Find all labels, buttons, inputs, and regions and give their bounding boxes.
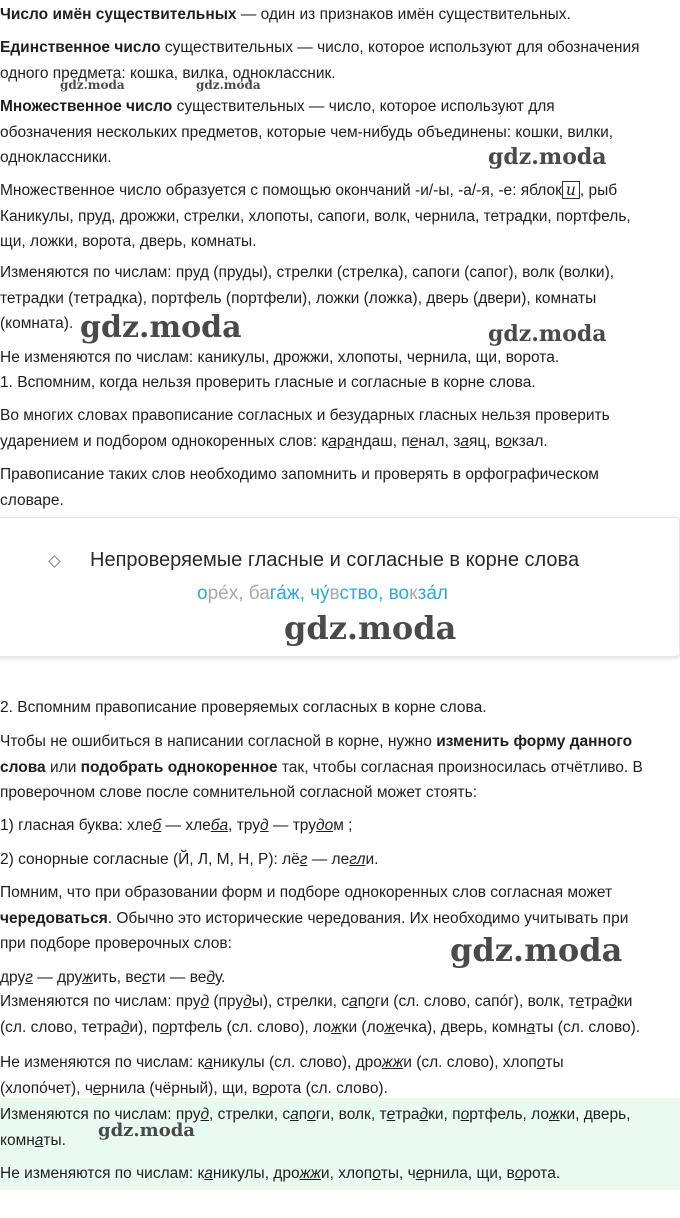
text: у. [214, 969, 226, 986]
highlight-letter: о [197, 583, 208, 604]
text: тетрадки (тетрадка), портфель (портфели), ложки (ложка), дверь (двери), комнаты [0, 289, 597, 307]
text: ты (сл. слово). [535, 1018, 641, 1036]
text: Изменяются по числам: пруд (пруды), стрелки (стрелка), сапоги (сапог), волк (волки), [0, 264, 615, 281]
underlined-letter: д [206, 969, 215, 986]
bold-text: слова [0, 758, 46, 776]
answer-no-change [0, 1161, 676, 1187]
paragraph-answer-no-change [0, 1050, 676, 1101]
underlined-letter: д [200, 993, 210, 1010]
text: ртфель (сл. слово), ло [168, 1018, 331, 1036]
underlined-letter: е [575, 993, 585, 1010]
underlined-letter: ж [82, 969, 93, 986]
text: — дру [32, 969, 83, 986]
text: (сл. слово, тетра [0, 1018, 121, 1036]
text: комн [0, 1131, 35, 1149]
text: к [409, 583, 418, 604]
underlined-letter: е [415, 1165, 425, 1182]
underlined-letter: д [260, 817, 269, 834]
paragraph-point-1: 1. Вспомним, когда нельзя проверить гласные и согласные в корне слова. [0, 374, 536, 391]
text: кзал. [511, 432, 548, 450]
text: — ле [307, 851, 350, 868]
underlined-letter: е [386, 1106, 396, 1123]
underlined-letter: жж [381, 1054, 404, 1071]
text: ки, п [428, 1106, 461, 1123]
underlined-letter: с [142, 969, 150, 986]
underlined-letter: а [290, 1106, 299, 1123]
watermark: gdz.moda [80, 310, 242, 345]
text: ечка), дверь, комн [395, 1018, 527, 1036]
text: р [336, 432, 346, 450]
underlined-letter: о [460, 1106, 470, 1123]
paragraph-answer-change [0, 989, 676, 1040]
underlined-letter: о [366, 993, 375, 1010]
watermark: gdz.moda [196, 78, 261, 92]
text: тра [395, 1106, 420, 1123]
underlined-letter: б [152, 817, 162, 834]
text: м ; [333, 817, 353, 834]
text: рнила (чёрный), щи, в [101, 1079, 261, 1097]
underlined-letter: а [345, 432, 355, 450]
text: обозначения нескольких предметов, которые чем-нибудь объединены: кошки, вилки, [0, 123, 614, 141]
paragraph-memorize [0, 462, 676, 513]
text: при подборе проверочных слов: [0, 935, 232, 952]
rule-card-examples [197, 580, 448, 608]
text: ты. [43, 1131, 66, 1149]
underlined-letter: ж [330, 1018, 342, 1036]
text: нал, з [418, 432, 461, 450]
text: 2) сонорные согласные (Й, Л, М, Н, Р): лё [0, 851, 300, 868]
text: Каникулы, пруд, дрожжи, стрелки, хлопоты, сапоги, волк, чернила, тетрадки, портфель, [0, 207, 631, 225]
text: ты [545, 1054, 564, 1071]
bold-text: изменить форму данного [436, 733, 633, 750]
text: яц, в [468, 432, 504, 450]
text: п [357, 993, 367, 1010]
underlined-letter: ба [210, 817, 229, 834]
text: Не изменяются по числам: к [0, 1054, 205, 1071]
text: (комната). [0, 315, 74, 332]
text: рнила, щи, в [424, 1165, 515, 1182]
bold-text: чередоваться [0, 909, 108, 927]
text: Чтобы не ошибиться в написании согласной в корне, нужно [0, 733, 437, 750]
underlined-letter: ж [549, 1106, 560, 1123]
text: рота. [523, 1165, 561, 1182]
highlight-letter: ство, во [339, 583, 410, 604]
text: щи, ложки, ворота, дверь, комнаты. [0, 233, 257, 250]
text: так, чтобы согласная произносилась отчётливо. В [277, 758, 643, 776]
text: — один из признаков имён существительных. [236, 6, 571, 23]
underlined-letter: жж [299, 1165, 321, 1182]
highlight-letter: га́ж, чу́ [269, 583, 330, 604]
text: и), п [129, 1018, 161, 1036]
highlight-letter: за́л [417, 583, 448, 604]
text: ндаш, п [354, 432, 410, 450]
text: — тру [268, 817, 316, 834]
paragraph-point-2: 2. Вспомним правописание проверяемых согласных в корне слова. [0, 699, 487, 716]
underlined-letter: а [328, 432, 337, 450]
underlined-letter: а [204, 1165, 213, 1182]
text: никулы, дро [212, 1165, 300, 1182]
underlined-letter: г [25, 969, 33, 986]
text: проверочном слове после сомнительной согласной может стоять: [0, 784, 478, 801]
underlined-letter: д [243, 993, 252, 1010]
text: Помним, что при образовании форм и подборе однокоренных слов согласная может [0, 884, 613, 901]
underlined-letter: д [120, 1018, 130, 1036]
text: и (сл. слово), хлоп [403, 1054, 537, 1071]
text: тра [584, 993, 609, 1010]
underlined-letter: о [536, 1054, 546, 1071]
text: ки (ло [341, 1018, 385, 1036]
text: ги, волк, т [315, 1106, 387, 1123]
text: (хлопо́чет), ч [0, 1079, 93, 1097]
watermark: gdz.moda [98, 1120, 195, 1141]
text: ртфель, ло [469, 1106, 549, 1123]
term: Единственное число [0, 39, 161, 56]
bold-text: подобрать однокоренное [80, 758, 278, 776]
watermark: gdz.moda [488, 321, 607, 347]
underlined-letter: д [419, 1106, 429, 1123]
term: Число имён существительных [0, 6, 237, 23]
text: Изменяются по числам: пру [0, 993, 201, 1010]
text: ги (сл. слово, сапо́г), волк, т [374, 993, 576, 1010]
watermark: gdz.moda [450, 931, 623, 969]
text: ти — ве [149, 969, 207, 986]
text: , рыб [579, 182, 618, 199]
underlined-letter: о [260, 1079, 269, 1097]
text: словаре. [0, 491, 64, 509]
underlined-letter: а [204, 1054, 213, 1071]
text: одноклассники. [0, 149, 112, 166]
underlined-letter: ж [384, 1018, 396, 1036]
ending-box: и [562, 181, 580, 199]
paragraph-sonorant-case [0, 847, 676, 873]
watermark: gdz.moda [60, 78, 125, 92]
underlined-letter: а [526, 1018, 536, 1036]
text: , стрелки, с [209, 1106, 291, 1123]
text: Изменяются по числам: пру [0, 1106, 201, 1123]
underlined-letter: е [92, 1079, 102, 1097]
underlined-letter: е [409, 432, 419, 450]
term: Множественное число [0, 98, 173, 115]
underlined-letter: а [460, 432, 469, 450]
text: ы), стрелки, с [251, 993, 350, 1010]
text: дру [0, 969, 26, 986]
text: никулы (сл. слово), дро [212, 1054, 382, 1071]
paragraph-number-definition [0, 2, 676, 28]
text: ударением и подбором однокоренных слов: к [0, 432, 329, 450]
text: Правописание таких слов необходимо запомнить и проверять в орфографическом [0, 466, 599, 483]
text: ить, ве [92, 969, 143, 986]
underlined-letter: а [34, 1131, 44, 1149]
watermark: gdz.moda [284, 609, 457, 647]
paragraph-unverifiable [0, 403, 676, 454]
paragraph-vowel-case [0, 813, 676, 839]
underlined-letter: о [503, 432, 512, 450]
underlined-letter: до [316, 817, 334, 834]
text: ре́х, ба [207, 583, 270, 604]
text: — хле [161, 817, 211, 834]
text: , тру [228, 817, 260, 834]
text: одного предмета: кошка, вилка, одноклассник. [0, 64, 336, 82]
underlined-letter: о [514, 1165, 524, 1182]
paragraph-how-to-check [0, 729, 676, 806]
underlined-letter: а [349, 993, 358, 1010]
text: 1) гласная буква: хле [0, 817, 153, 834]
paragraph-no-change: Не изменяются по числам: каникулы, дрожжи, хлопоты, чернила, щи, ворота. [0, 349, 560, 366]
text: ты, ч [380, 1165, 416, 1182]
text: или [45, 758, 81, 776]
text: рота (сл. слово). [268, 1079, 388, 1097]
text: существительных — число, которое используют для обозначения [160, 39, 640, 56]
watermark: gdz.moda [488, 144, 607, 170]
text: п [298, 1106, 308, 1123]
text: (пру [209, 993, 244, 1010]
rule-card-title: Непроверяемые гласные и согласные в корне слова [90, 549, 580, 571]
paragraph-endings [0, 178, 676, 255]
underlined-letter: о [160, 1018, 169, 1036]
underlined-letter: д [200, 1106, 210, 1123]
text: ки, дверь, [559, 1106, 631, 1123]
text: Не изменяются по числам: к [0, 1165, 205, 1182]
text: существительных — число, которое используют для [172, 98, 555, 115]
underlined-letter: д [608, 993, 617, 1010]
text: в [329, 583, 340, 604]
text: ки [617, 993, 633, 1010]
underlined-letter: о [372, 1165, 381, 1182]
underlined-letter: о [307, 1106, 316, 1123]
text: Множественное число образуется с помощью окончаний -и/-ы, -а/-я, -е: яблок [0, 182, 562, 199]
text: Во многих словах правописание согласных и безударных гласных нельзя проверить [0, 407, 610, 424]
text: и. [365, 851, 379, 868]
underlined-letter: г [299, 851, 308, 868]
text: . Обычно это исторические чередования. Их необходимо учитывать при [107, 909, 629, 927]
text: и, хлоп [320, 1165, 373, 1182]
underlined-letter: гл [349, 851, 366, 868]
